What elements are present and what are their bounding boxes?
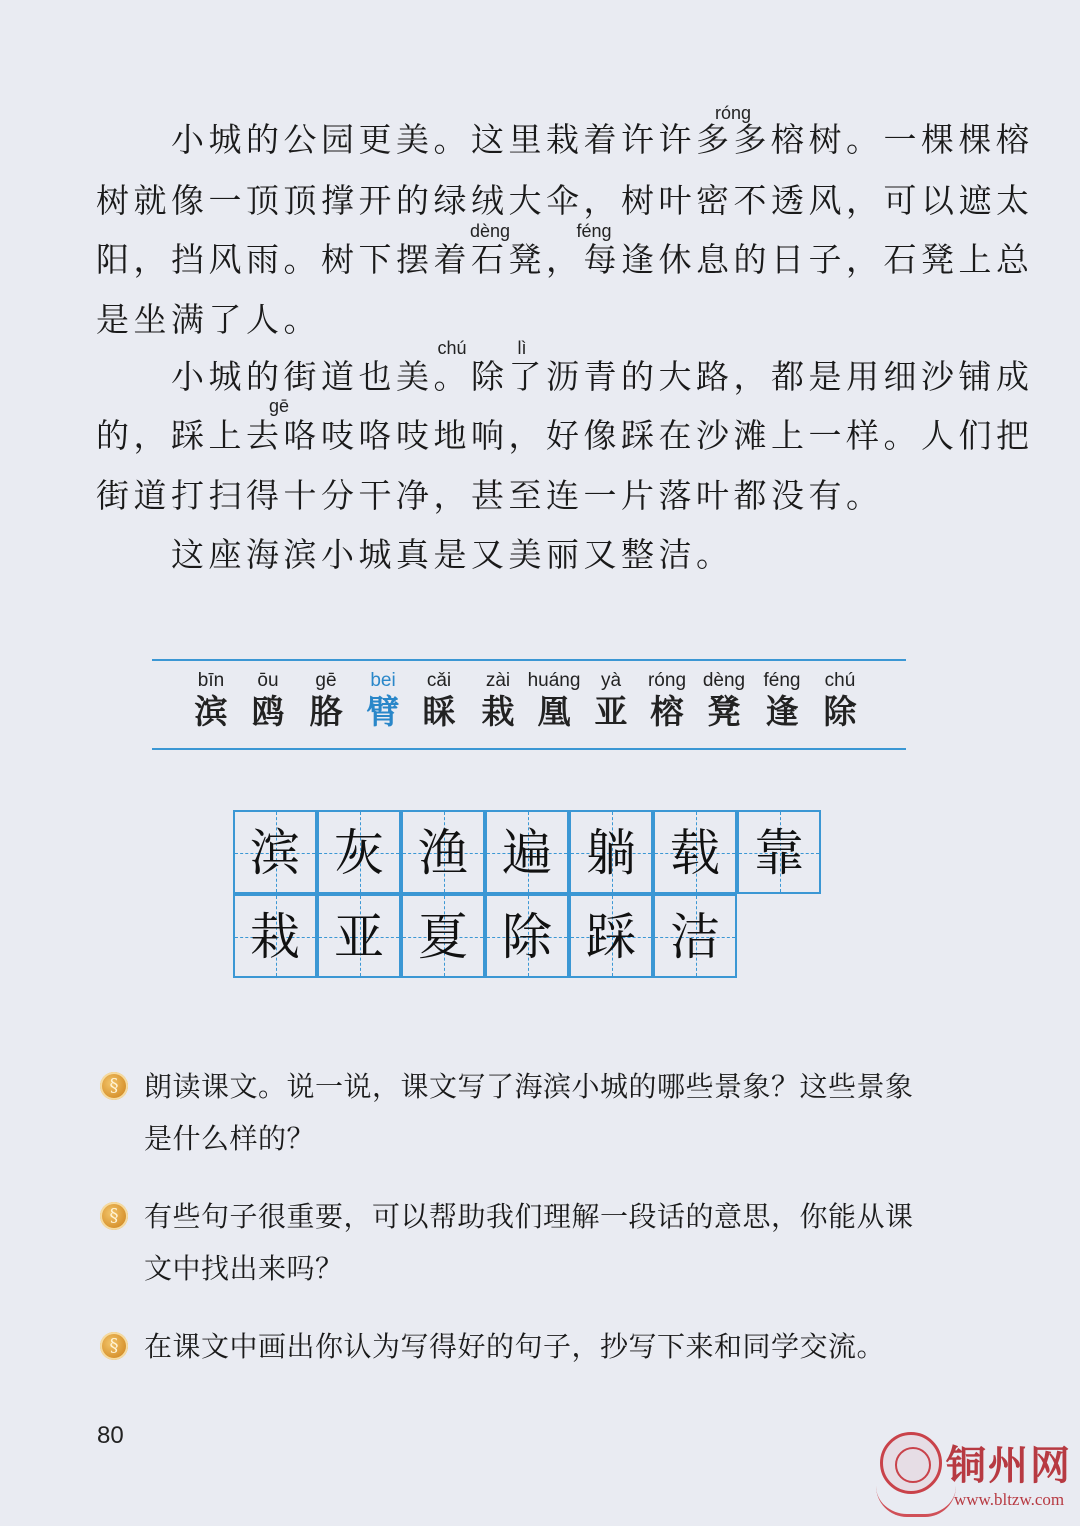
grid-cell: 靠 xyxy=(737,810,821,894)
question-line: 在课文中画出你认为写得好的句子，抄写下来和同学交流。 xyxy=(144,1330,886,1363)
swirl-medallion-icon xyxy=(100,1202,128,1230)
grid-cell: 亚 xyxy=(317,894,401,978)
swirl-decoration xyxy=(876,1486,956,1517)
passage-line: 小城的公园更美。这里栽着许许多多榕树。一棵棵榕 xyxy=(96,120,1034,159)
grid-cell: 夏 xyxy=(401,894,485,978)
watermark-title: 铜州网 xyxy=(946,1442,1072,1489)
watermark-url: www.bltzw.com xyxy=(954,1490,1065,1509)
new-word: féng 逢 xyxy=(763,670,801,731)
question-line: 是什么样的？ xyxy=(144,1122,316,1155)
passage-line: 这座海滨小城真是又美丽又整洁。 xyxy=(96,535,734,574)
new-word: bīn 滨 xyxy=(194,670,228,731)
new-word: yà 亚 xyxy=(594,670,628,731)
new-word: huáng 凰 xyxy=(527,670,581,731)
grid-cell: 滨 xyxy=(233,810,317,894)
new-word: cǎi 睬 xyxy=(422,670,456,731)
grid-cell: 栽 xyxy=(233,894,317,978)
new-words-top-rule xyxy=(152,659,906,661)
grid-cell: 遍 xyxy=(485,810,569,894)
pinyin-annotation: dèng xyxy=(469,221,511,241)
new-word-highlighted: bei 臂 xyxy=(366,670,400,731)
new-words-strip xyxy=(0,670,1080,745)
new-words-bottom-rule xyxy=(152,748,906,750)
swirl-medallion-icon xyxy=(100,1072,128,1100)
grid-cell: 踩 xyxy=(569,894,653,978)
new-word: róng 榕 xyxy=(647,670,687,731)
page-number: 80 xyxy=(97,1422,124,1449)
grid-cell: 灰 xyxy=(317,810,401,894)
passage-line: 树就像一顶顶撑开的绿绒大伞，树叶密不透风，可以遮太 xyxy=(96,181,1034,220)
seal-logo-icon xyxy=(880,1432,942,1494)
grid-cell: 除 xyxy=(485,894,569,978)
pinyin-annotation: féng xyxy=(576,221,612,241)
passage-line: 阳，挡风雨。树下摆着石凳，每逢休息的日子，石凳上总 xyxy=(96,240,1034,279)
pinyin-annotation: róng xyxy=(714,103,752,123)
grid-cell: 载 xyxy=(653,810,737,894)
passage-line: 街道打扫得十分干净，甚至连一片落叶都没有。 xyxy=(96,476,884,515)
new-word: zài 栽 xyxy=(481,670,515,731)
new-word: ōu 鸥 xyxy=(251,670,285,731)
reading-passage xyxy=(96,0,1034,600)
site-watermark xyxy=(880,1432,1070,1522)
passage-line: 小城的街道也美。除了沥青的大路，都是用细沙铺成 xyxy=(96,357,1034,396)
pinyin-annotation: gē xyxy=(268,396,290,416)
new-word: chú 除 xyxy=(823,670,857,731)
passage-line: 是坐满了人。 xyxy=(96,300,321,339)
pinyin-annotation: chú xyxy=(437,338,467,358)
new-word: gē 胳 xyxy=(309,670,343,731)
question-line: 有些句子很重要，可以帮助我们理解一段话的意思，你能从课 xyxy=(144,1200,914,1233)
grid-cell: 洁 xyxy=(653,894,737,978)
pinyin-annotation: lì xyxy=(517,338,527,358)
grid-cell: 渔 xyxy=(401,810,485,894)
question-line: 文中找出来吗？ xyxy=(144,1252,344,1285)
passage-line: 的，踩上去咯吱咯吱地响，好像踩在沙滩上一样。人们把 xyxy=(96,416,1034,455)
question-line: 朗读课文。说一说，课文写了海滨小城的哪些景象？这些景象 xyxy=(144,1070,914,1103)
swirl-medallion-icon xyxy=(100,1332,128,1360)
grid-cell: 躺 xyxy=(569,810,653,894)
new-word: dèng 凳 xyxy=(702,670,746,731)
